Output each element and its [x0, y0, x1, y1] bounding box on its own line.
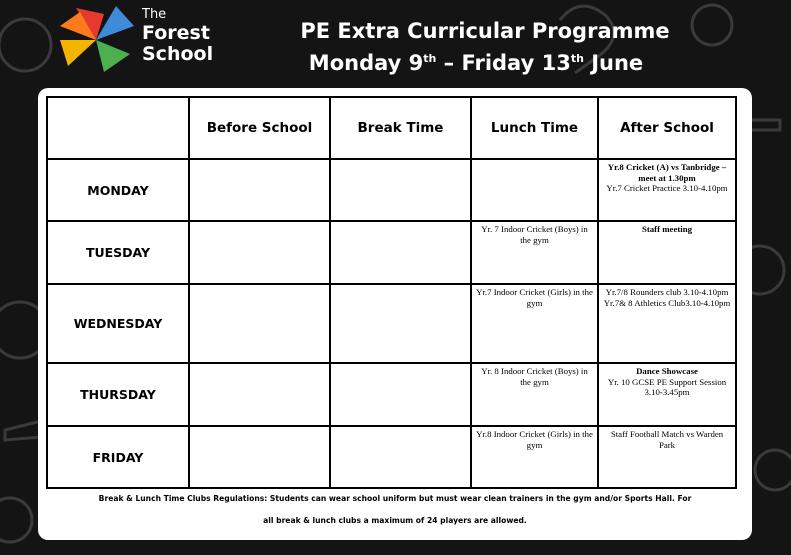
- after-school-cell: [598, 159, 736, 221]
- page-title: [270, 18, 700, 77]
- table-row: [47, 159, 736, 221]
- timetable-card: [38, 88, 752, 540]
- table-row: [47, 426, 736, 488]
- timetable: [46, 96, 737, 489]
- before-school-cell: [189, 363, 330, 426]
- after-school-cell: [598, 284, 736, 363]
- day-label: WEDNESDAY: [47, 284, 189, 363]
- regulations-line-2: all break & lunch clubs a maximum of 24 players are allowed.: [263, 516, 527, 525]
- before-school-cell: [189, 221, 330, 284]
- break-time-cell: [330, 284, 471, 363]
- date-range-line: Monday 9th – Friday 13th June: [308, 51, 644, 75]
- ball-icon: [755, 450, 791, 490]
- activity-highlight: Staff meeting: [641, 224, 693, 234]
- day-label: FRIDAY: [47, 426, 189, 488]
- break-time-cell: [330, 426, 471, 488]
- column-header: Break Time: [330, 97, 471, 159]
- day-label: MONDAY: [47, 159, 189, 221]
- lunch-time-cell: Yr.8 Indoor Cricket (Girls) in the gym: [471, 426, 598, 488]
- activity-text: Yr.7& 8 Athletics Club3.10-4.10pm: [603, 297, 731, 308]
- table-row: [47, 284, 736, 363]
- corner-cell: [47, 97, 189, 159]
- lunch-time-cell: [471, 159, 598, 221]
- after-school-cell: [598, 221, 736, 284]
- after-school-cell: [598, 363, 736, 426]
- activity-text: Staff Football Match vs Warden Park: [610, 429, 724, 450]
- lunch-time-cell: Yr. 7 Indoor Cricket (Boys) in the gym: [471, 221, 598, 284]
- pinwheel-logo-icon: [58, 4, 136, 76]
- day-label: TUESDAY: [47, 221, 189, 284]
- title-line: PE Extra Curricular Programme: [300, 19, 670, 43]
- break-time-cell: [330, 159, 471, 221]
- activity-highlight: Dance Showcase: [636, 366, 698, 376]
- header-row: [47, 97, 736, 159]
- activity-text: Yr. 10 GCSE PE Support Session 3.10-3.45pm: [607, 376, 727, 397]
- activity-highlight: Yr.8 Cricket (A) vs Tanbridge – meet at 1.30pm: [607, 162, 727, 183]
- before-school-cell: [189, 426, 330, 488]
- column-header: After School: [598, 97, 736, 159]
- before-school-cell: [189, 284, 330, 363]
- column-header: Lunch Time: [471, 97, 598, 159]
- after-school-cell: [598, 426, 736, 488]
- regulations-line-1: Break & Lunch Time Clubs Regulations: Students can wear school uniform but must wear clean trainers in the gym and/or Sports Hall. For: [98, 494, 692, 503]
- break-time-cell: [330, 221, 471, 284]
- table-row: [47, 221, 736, 284]
- school-logo: [58, 4, 218, 80]
- table-row: [47, 363, 736, 426]
- logo-text-forest: Forest: [142, 22, 210, 44]
- activity-text: Yr.7/8 Rounders club 3.10-4.10pm: [605, 287, 729, 297]
- lunch-time-cell: Yr. 8 Indoor Cricket (Boys) in the gym: [471, 363, 598, 426]
- day-label: THURSDAY: [47, 363, 189, 426]
- break-time-cell: [330, 363, 471, 426]
- before-school-cell: [189, 159, 330, 221]
- lunch-time-cell: Yr.7 Indoor Cricket (Girls) in the gym: [471, 284, 598, 363]
- logo-text-school: School: [142, 43, 214, 65]
- ball-icon: [0, 19, 51, 71]
- logo-text-the: The: [142, 7, 167, 22]
- column-header: Before School: [189, 97, 330, 159]
- activity-text: Yr.7 Cricket Practice 3.10-4.10pm: [606, 183, 728, 193]
- ball-icon: [0, 498, 32, 542]
